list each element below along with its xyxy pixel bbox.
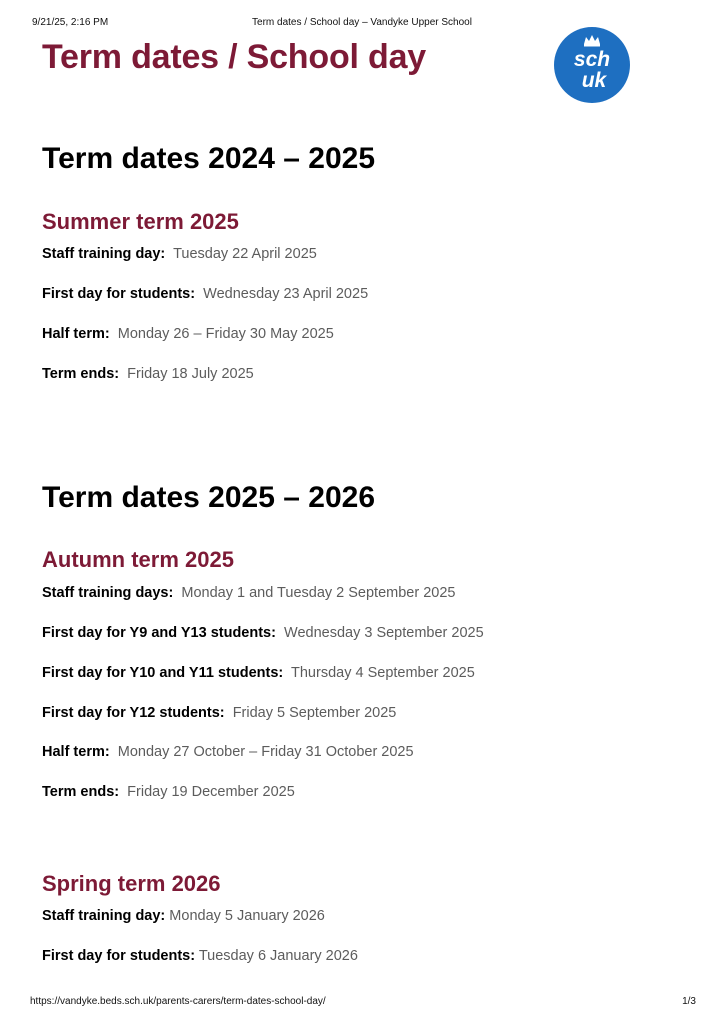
term-date-value: Monday 5 January 2026: [169, 908, 325, 924]
term-date-row: [42, 744, 414, 760]
term-date-row: [42, 625, 484, 641]
term-date-row: [42, 366, 254, 382]
logo-text-bottom: uk: [581, 69, 607, 92]
print-header-datetime: 9/21/25, 2:16 PM: [32, 17, 109, 28]
print-header-title: Term dates / School day – Vandyke Upper School: [252, 17, 472, 28]
year-heading-2025-2026: Term dates 2025 – 2026: [42, 481, 376, 514]
term-date-row: [42, 665, 475, 681]
term-heading-summer-2025: Summer term 2025: [42, 209, 239, 234]
term-date-value: Friday 19 December 2025: [127, 784, 295, 800]
print-footer-page-number: 1/3: [682, 996, 696, 1007]
print-footer-url[interactable]: https://vandyke.beds.sch.uk/parents-carers/term-dates-school-day/: [30, 996, 326, 1007]
year-heading-2024-2025: Term dates 2024 – 2025: [42, 142, 376, 175]
term-date-value: Monday 1 and Tuesday 2 September 2025: [181, 585, 456, 601]
term-date-value: Thursday 4 September 2025: [291, 665, 475, 681]
term-date-row: [42, 705, 396, 721]
term-date-label: First day for Y10 and Y11 students:: [42, 665, 284, 681]
term-date-label: Term ends:: [42, 784, 120, 800]
term-date-label: Staff training days:: [42, 585, 174, 601]
term-date-row: [42, 908, 325, 924]
sch-uk-logo[interactable]: [553, 26, 631, 104]
term-date-label: First day for students:: [42, 286, 196, 302]
term-date-row: [42, 246, 317, 262]
logo-text-top: sch: [573, 48, 611, 71]
term-date-label: Staff training day:: [42, 908, 166, 924]
term-date-value: Tuesday 6 January 2026: [198, 948, 358, 964]
term-date-label: Term ends:: [42, 366, 120, 382]
term-date-value: Tuesday 22 April 2025: [173, 246, 317, 262]
term-date-value: Friday 18 July 2025: [127, 366, 254, 382]
term-date-label: Staff training day:: [42, 246, 166, 262]
term-date-value: Friday 5 September 2025: [232, 705, 397, 721]
page-title: Term dates / School day: [42, 38, 426, 76]
term-date-value: Wednesday 23 April 2025: [203, 286, 369, 302]
term-date-value: Monday 27 October – Friday 31 October 2025: [117, 744, 414, 760]
term-date-label: First day for students:: [42, 948, 196, 964]
term-date-row: [42, 286, 368, 302]
term-date-label: First day for Y9 and Y13 students:: [42, 625, 276, 641]
term-date-label: Half term:: [42, 326, 110, 342]
term-date-label: Half term:: [42, 744, 110, 760]
term-heading-spring-2026: Spring term 2026: [42, 871, 221, 896]
term-date-label: First day for Y12 students:: [42, 705, 225, 721]
term-date-row: [42, 326, 334, 342]
term-date-value: Monday 26 – Friday 30 May 2025: [117, 326, 334, 342]
term-date-value: Wednesday 3 September 2025: [284, 625, 484, 641]
term-date-row: [42, 784, 295, 800]
term-date-row: [42, 948, 358, 964]
term-date-row: [42, 585, 455, 601]
term-heading-autumn-2025: Autumn term 2025: [42, 547, 234, 572]
